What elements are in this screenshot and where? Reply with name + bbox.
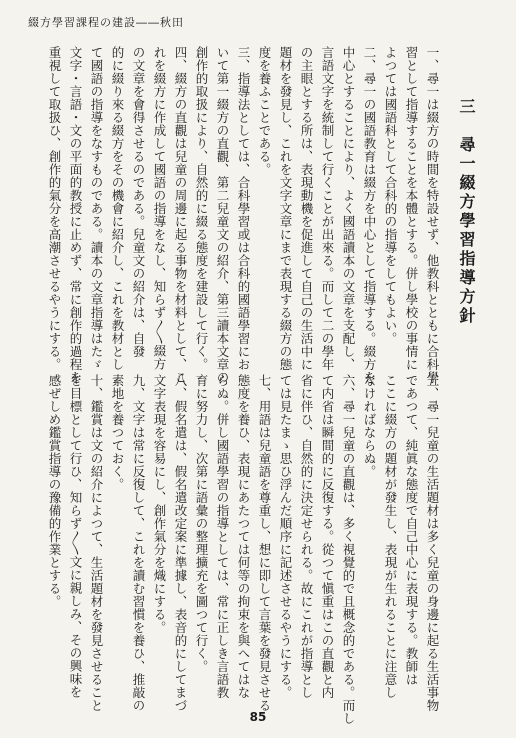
text-column: れを綴方に作成して國語の指導をなし、知らず〱綴方 (152, 46, 167, 371)
text-column: らぬ。併し國語學習の指導としては、常に正しき言語教 (215, 374, 230, 699)
text-column: 育に努力し、次第に語彙の整理擴充を圖つて行く。 (194, 374, 209, 673)
text-column: 省に伴ひ、自然的に決定せられる。故にこれが指導とし (299, 374, 314, 699)
text-column: 七、用語は兒童語を尊重し、想に即して言葉を發見させる (257, 374, 272, 712)
running-head: 綴方學習課程の建設――秋田 (28, 16, 184, 29)
text-column: であつて、純眞な態度で自己中心に表現する。教師は (404, 374, 419, 686)
text-column: 言語文字を統制して行くことが出來る。而して二の學年 (320, 46, 335, 371)
text-column: て内省は瞬間的に反復する。從つて愼重はこの直觀と内 (320, 374, 335, 699)
text-column: 一、尋一は綴方の時間を特設せず、他教科とともに合科學 (425, 46, 440, 384)
text-column: 文字・言語・文の平面的教授に止めず、常に創作的過程を (68, 46, 83, 384)
text-column: を目標として行ひ、知らず〱文に親しみ、その興味を (68, 374, 83, 699)
text-column: いて第一綴方の直觀、第二兒童文の紹介、第三讀本文章の (215, 46, 230, 384)
text-column: の文章を會得させるのである。兒童文の紹介は、自發 (131, 46, 146, 358)
text-column: 五、尋一兒童の生活題材は多く兒童の身邊に起る生活事物 (425, 374, 440, 712)
text-column: 習として指導することを本體とする。併し學校の事情に (404, 46, 419, 371)
text-column: 感ぜしめ鑑賞指導の豫備的作業とする。 (47, 374, 62, 608)
text-column: て國語の指導をなすものである。讀本の文章指導はたゞ (89, 46, 104, 371)
text-column: 重視して取扱ひ、創作的氣分を高潮させるやうにする。 (47, 46, 62, 371)
text-column: の主眼とする所は、表現動機を促進して自己の生活中に (299, 46, 314, 371)
text-column: 題材を發見し、これを文字文章にまで表現する綴方の態 (278, 46, 293, 371)
text-column: 文字表現を容易にし、創作氣分を熾にする。 (152, 374, 167, 634)
text-column: 二、尋一の國語教育は綴方を中心として指導する。綴方を (362, 46, 377, 384)
text-column: 三、指導法としては、合科學習或は合科的國語學習にお (236, 46, 251, 371)
section-heading: 三 尋一綴方學習指導方針 (457, 98, 476, 326)
text-column: 的に綴り來る綴方をその機會に紹介し、これを教材とし (110, 46, 125, 371)
text-column: 創作的取扱により、自然的に綴る態度を建設して行く。 (194, 46, 209, 371)
text-column: 九、文字は常に反復して、これを讀む習慣を養ひ、推敲の (131, 374, 146, 712)
text-column: 八、假名遣は、假名遣改定案に準據し、表音的にしてまづ (173, 374, 188, 712)
text-column: ここに綴方の題材が發生し、表現が生れることに注意し (383, 374, 398, 699)
text-column: 度を養ふことである。 (257, 46, 272, 176)
text-column: 四、綴方の直觀は兒童の周邊に起る事物を材料として、こ (173, 46, 188, 384)
page-number: 85 (249, 710, 267, 724)
text-column: よつては國語科として合科的の指導をしてもよい。 (383, 46, 398, 345)
text-column: 十、鑑賞は文の紹介によつて、生活題材を發見させること (89, 374, 104, 712)
text-column: 素地を養つておく。 (110, 374, 125, 491)
text-column: 中心とすることにより、よく國語讀本の文章を支配し、 (341, 46, 356, 371)
text-column: 態度を養ひ、表現にあたつては何等の拘束を與へてはな (236, 374, 251, 699)
text-column: ては見たまゝ思ひ浮んだ順序に記述させるやうにする。 (278, 374, 293, 699)
text-column: なければならぬ。 (362, 374, 377, 478)
text-column: 六、尋一兒童の直觀は、多く視覺的で且概念的である。而し (341, 374, 356, 725)
